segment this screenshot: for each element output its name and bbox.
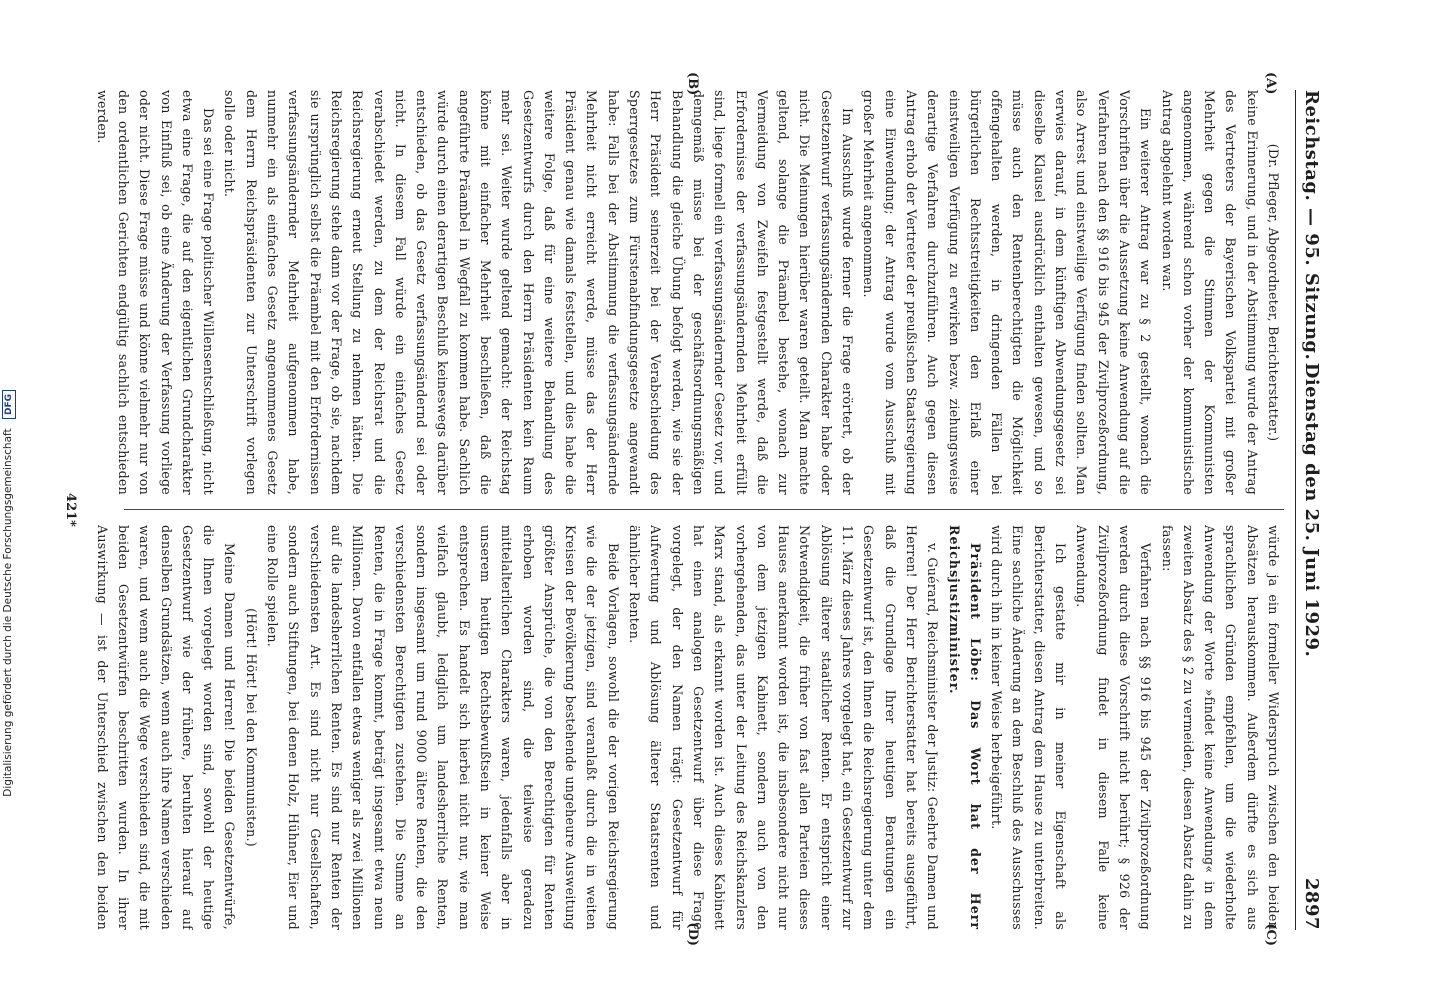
left-column bbox=[94, 90, 1284, 495]
funding-note-text: Digitalisierung gefördert durch die Deutsche Forschungsgemeinschaft bbox=[2, 428, 14, 797]
margin-mark-b: (B) bbox=[685, 72, 700, 96]
paragraph: Beide Vorlagen, sowohl die der vorigen Reichsregierung wie die der jetzigen, sind veranlaßt durch die in weiten Kreisen der Bevölkerung bestehende ungeheure Ausweitung größter Ansprüche, die von den Berechtigten für Renten erhoben worden sind, die teilweise geradezu mittelalterlichen Charakters waren, jedenfalls aber in unserem heutigen Rechtsbewußtsein in keiner Weise entsprechen. Es handelt sich hierbei nicht nur, wie man vielfach glaubt, lediglich um landesherrliche Renten, sondern insgesamt um rund 9000 ältere Renten, die den verschiedensten Berechtigten zustehen. Die Summe an Renten, die in Frage kommt, beträgt insgesamt etwa neun Millionen. Davon entfallen etwas weniger als zwei Millionen auf die landesherrlichen Renten. Es sind nur Renten der verschiedensten Art. Es sind nicht nur Gesellschaften, sondern auch Stiftungen, bei denen Holz, Hühner, Eier und eine Rolle spielen. bbox=[265, 525, 621, 930]
paragraph: Ich gestatte mir in meiner Eigenschaft als Berichterstatter, diesen Antrag dem Hause zu unterbreiten. Eine sachliche Änderung an dem Beschluß des Ausschusses wird durch ihn in keiner Weise herbeigeführt. bbox=[989, 525, 1069, 930]
page-number: 2897 bbox=[1301, 877, 1322, 930]
paragraph: würde ja ein formeller Widerspruch zwischen den beiden Absätzen herauskommen. Außerdem dürfte es sich aus sprachlichen Gründen empfehlen, um die wiederholte Anwendung der Worte »findet keine Anwendung« in dem zweiten Absatz des § 2 zu vermeiden, diesen Absatz dahin zu fassen: bbox=[1159, 525, 1281, 930]
printer-signature: 421* bbox=[63, 493, 78, 527]
paragraph: Im Ausschuß wurde ferner die Frage erörtert, ob der Gesetzentwurf verfassungsändernden Charakter habe oder nicht. Die Meinungen hierüber waren geteilt. Man machte geltend, solange die Präambel bestehe, wonach zur Vermeidung von Zweifeln festgestellt werde, daß die Erfordernisse der verfassungsändernden Mehrheit erfüllt sind, liege formell ein verfassungsändernder Gesetz vor, und demgemäß müsse bei der geschäftsordnungsmäßigen Behandlung die gleiche Übung befolgt werden, wie sie der Herr Präsident seinerzeit bei der Verabschiedung des Sperrgesetzes zum Fürstenabfindungsgesetze angewandt habe: Falls bei der Abstimmung die verfassungsändernde Mehrheit nicht erreicht werde, müsse das der Herr Präsident genau wie damals feststellen, und dies habe die weitere Folge, daß für eine weitere Behandlung des Gesetzentwurfs durch den Herrn Präsidenten kein Raum mehr sei. Weiter wurde geltend gemacht: der Reichstag könne mit einfacher Mehrheit beschließen, daß die angeführte Präambel in Wegfall zu kommen habe. Sachlich würde durch einen derartigen Beschluß keineswegs darüber entschieden, ob das Gesetz verfassungsändernd sei oder nicht. In diesem Fall würde ein einfaches Gesetz verabschiedet werden, zu dem der Reichsrat und die Reichsregierung erneut Stellung zu nehmen hätten. Die Reichsregierung stehe dann vor der Frage, ob sie, nachdem sie ursprünglich selbst die Präambel mit den Erfordernissen verfassungsändernder Mehrheit aufgenommen habe, nunmehr ein als einfaches Gesetz angenommenes Gesetz dem Herrn Reichspräsidenten zur Unterschrift vorlegen solle oder nicht. bbox=[222, 90, 856, 495]
interjection: (Hört! Hört! bei den Kommunisten.) bbox=[243, 608, 259, 847]
scanned-page-viewport bbox=[40, 60, 1340, 960]
funding-note bbox=[2, 390, 18, 990]
paragraph: Das sei eine Frage politischer Willensentschließung, nicht etwa eine Frage, die auf den eigentlichen Grundcharakter von Einfluß sei, ob eine Änderung der Verfassung vorliege oder nicht. Diese Frage müsse und könne vielmehr nur von den ordentlichen Gerichten endgültig sachlich entschieden werden. bbox=[94, 90, 217, 495]
margin-mark-c: (C) bbox=[1263, 923, 1278, 946]
running-head-left: Reichstag. — 95. Sitzung. bbox=[1301, 90, 1322, 361]
speaker-paragraph: Präsident Löbe: Das Wort hat der Herr Reichsjustizminister. bbox=[946, 525, 983, 930]
paragraph: Ein weiterer Antrag war zu § 2 gestellt, wonach die Vorschriften über die Aussetzung keine Anwendung auf die Verfahren nach den §§ 916 bis 945 der Zivilprozeßordnung, also Arrest und einstweilige Verfügung finden sollten. Man verwies darauf, in dem künftigen Abwendungsgesetz sei dieselbe Klausel ausdrücklich enthalten gewesen, und so müsse auch den Rentenberechtigten die Möglichkeit offengehalten werden, in dringenden Fällen bei bürgerlichen Rechtsstreitigkeiten den Erlaß einer einstweiligen Verfügung zu erwirken bezw. ziehungsweise derartige Verfahren durchzuführen. Auch gegen diesen Antrag erhob der Vertreter der preußischen Staatsregierung eine Einwendung; der Antrag wurde vom Ausschuß mit großer Mehrheit angenommen. bbox=[861, 90, 1154, 495]
running-head-date: Dienstag den 25. Juni 1929. bbox=[1301, 362, 1322, 658]
column-divider bbox=[124, 509, 1284, 510]
paragraph: Meine Damen und Herren! Die beiden Gesetzentwürfe, die Ihnen vorgelegt worden sind, sowohl der heutige Gesetzentwurf wie der frühere, beruhten hierauf auf denselben Grundsätzen, wenn auch ihre Namen verschieden waren, und wenn auch die Wege verschieden sind, die mit beiden Gesetzentwürfen beschritten wurden. In ihrer Auswirkung — ist der Unterschied zwischen den beiden bbox=[94, 525, 238, 930]
speaker-line: (Dr. Pfleger, Abgeordneter, Berichterstatter.) bbox=[1266, 143, 1281, 442]
margin-mark-d: (D) bbox=[685, 922, 700, 946]
paragraph: keine Erinnerung, und in der Abstimmung wurde der Antrag des Vertreters der Bayerischen Volkspartei mit großer Mehrheit gegen die Stimmen der Kommunisten angenommen, während schon vorher der kommunistische Antrag abgelehnt worden war. bbox=[1159, 90, 1260, 495]
margin-mark-a: (A) bbox=[1263, 72, 1278, 95]
running-head bbox=[1295, 90, 1322, 930]
speaker-paragraph: v. Guérard, Reichsminister der Justiz: Geehrte Damen und Herren! Der Herr Berichterstatter hat bereits ausgeführt, daß die Grundlage Ihrer heutigen Beratungen ein Gesetzentwurf ist, den Ihnen die Reichsregierung unter dem 11. März dieses Jahres vorgelegt hat, ein Gesetzentwurf zur Ablösung älterer staatlicher Renten. Er entspricht einer Notwendigkeit, die früher von fast allen Parteien dieses Hauses anerkannt worden ist, die insbesondere nicht nur von dem jetzigen Kabinett, sondern auch von den vorhergehenden, das unter der Leitung des Reichskanzlers Marx stand, als erkannt worden ist. Auch dieses Kabinett hat einen analogen Gesetzentwurf über diese Frage vorgelegt, der den Namen trägt: Gesetzentwurf für Aufwertung und Ablösung älterer Staatsrenten und ähnlicher Renten. bbox=[627, 525, 941, 930]
right-column bbox=[94, 525, 1284, 930]
newspaper-page bbox=[40, 60, 1340, 960]
dfg-logo: DFG bbox=[2, 390, 16, 419]
quoted-paragraph: Verfahren nach §§ 916 bis 945 der Zivilprozeßordnung werden durch diese Vorschrift nicht berührt; § 926 der Zivilprozeßordnung findet in diesem Falle keine Anwendung. bbox=[1074, 525, 1154, 930]
